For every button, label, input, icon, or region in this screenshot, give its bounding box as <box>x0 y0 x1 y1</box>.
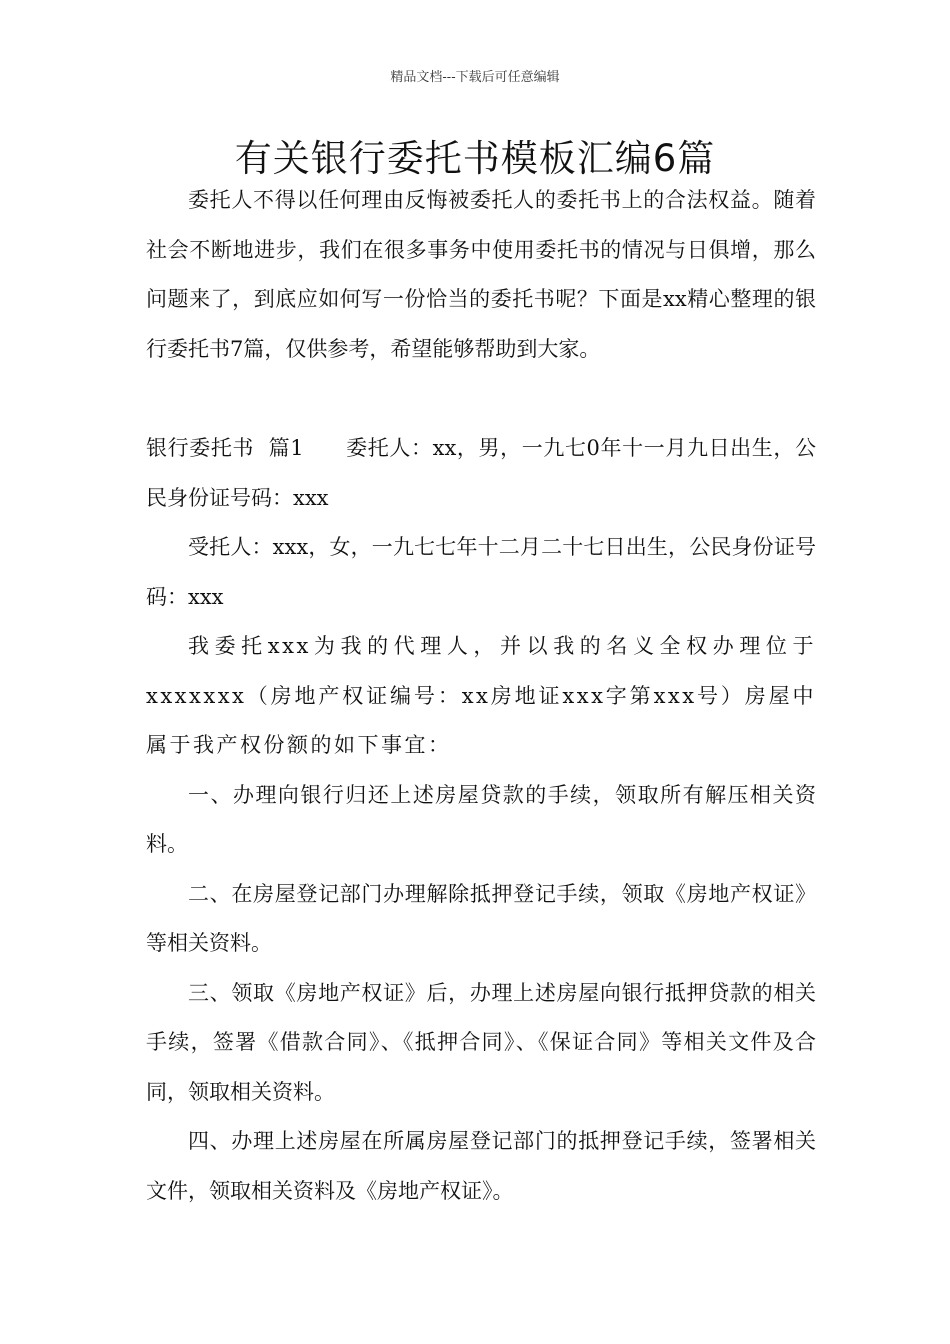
document-body <box>146 176 816 1216</box>
agent-info: 受托人：xxx，女，一九七七年十二月二十七日出生，公民身份证号码：xxx <box>146 535 816 609</box>
entrust-paragraph: 我委托xxx为我的代理人，并以我的名义全权办理位于xxxxxxx（房地产权证编号：xx房地证xxx字第xxx号）房屋中属于我产权份额的如下事宜： <box>146 634 816 757</box>
intro-paragraph: 委托人不得以任何理由反悔被委托人的委托书上的合法权益。随着社会不断地进步，我们在很多事务中使用委托书的情况与日俱增，那么问题来了，到底应如何写一份恰当的委托书呢？下面是xx精心整理的银行委托书7篇，仅供参考，希望能够帮助到大家。 <box>146 188 816 361</box>
section-1-heading: 银行委托书 篇1 <box>146 436 304 460</box>
principal-info: 委托人：xx，男，一九七0年十一月九日出生，公民身份证号码：xxx <box>146 436 816 510</box>
list-item: 二、在房屋登记部门办理解除抵押登记手续，领取《房地产权证》等相关资料。 <box>146 881 816 955</box>
document-title: 有关银行委托书模板汇编6篇 <box>234 137 716 180</box>
paragraph-gap <box>146 374 816 424</box>
list-item: 一、办理向银行归还上述房屋贷款的手续，领取所有解压相关资料。 <box>146 782 816 856</box>
list-item: 三、领取《房地产权证》后，办理上述房屋向银行抵押贷款的相关手续，签署《借款合同》、《抵押合同》、《保证合同》等相关文件及合同，领取相关资料。 <box>146 980 816 1104</box>
section-1-first-paragraph <box>146 424 816 523</box>
list-item: 四、办理上述房屋在所属房屋登记部门的抵押登记手续，签署相关文件，领取相关资料及《房地产权证》。 <box>146 1129 816 1203</box>
page-header: 精品文档---下载后可任意编辑 <box>390 70 560 85</box>
